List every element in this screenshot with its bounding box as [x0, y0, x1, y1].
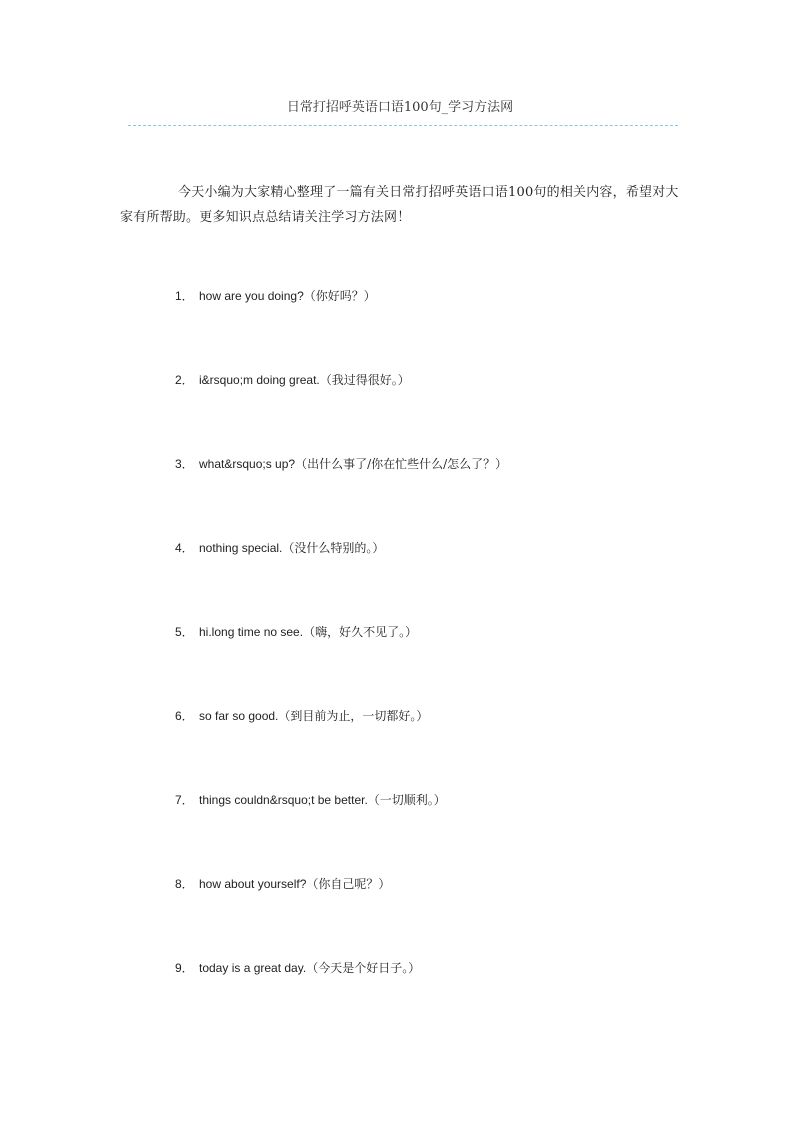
phrase-number: 3．: [175, 457, 194, 471]
phrase-chinese: （今天是个好日子。）: [306, 961, 421, 975]
phrase-english: today is a great day.: [199, 961, 307, 975]
phrase-english: hi.long time no see.: [199, 625, 304, 639]
phrase-number: 2．: [175, 373, 194, 387]
phrase-item: [175, 454, 695, 538]
intro-paragraph: 今天小编为大家精心整理了一篇有关日常打招呼英语口语100句的相关内容，希望对大家有所帮助。更多知识点总结请关注学习方法网！: [120, 185, 679, 225]
page-title: 日常打招呼英语口语100句_学习方法网: [286, 100, 514, 115]
phrase-english: nothing special.: [199, 541, 283, 555]
phrase-number: 9．: [175, 961, 194, 975]
phrase-chinese: （没什么特别的。）: [282, 541, 385, 555]
phrase-english: so far so good.: [199, 709, 279, 723]
phrase-item: [175, 370, 695, 454]
title-divider: [128, 125, 678, 126]
phrase-number: 8．: [175, 877, 194, 891]
phrase-english: how are you doing?: [199, 289, 304, 303]
phrase-list: [175, 286, 695, 1042]
phrase-item: [175, 286, 695, 370]
phrase-chinese: （到目前为止，一切都好。）: [278, 709, 429, 723]
phrase-english: how about yourself?: [199, 877, 307, 891]
phrase-chinese: （出什么事了/你在忙些什么/怎么了？）: [295, 457, 508, 471]
phrase-chinese: （你自己呢？）: [306, 877, 391, 891]
phrase-number: 5．: [175, 625, 194, 639]
phrase-item: [175, 874, 695, 958]
phrase-item: [175, 706, 695, 790]
phrase-chinese: （我过得很好。）: [319, 373, 410, 387]
phrase-english: things couldn&rsquo;t be better.: [199, 793, 368, 807]
phrase-item: [175, 538, 695, 622]
phrase-item: [175, 622, 695, 706]
phrase-english: what&rsquo;s up?: [199, 457, 296, 471]
phrase-chinese: （一切顺利。）: [367, 793, 446, 807]
phrase-item: [175, 958, 695, 1042]
phrase-english: i&rsquo;m doing great.: [199, 373, 320, 387]
phrase-item: [175, 790, 695, 874]
phrase-number: 7．: [175, 793, 194, 807]
phrase-chinese: （嗨，好久不见了。）: [303, 625, 418, 639]
phrase-number: 6．: [175, 709, 194, 723]
phrase-chinese: （你好吗？）: [303, 289, 376, 303]
phrase-number: 1．: [175, 289, 194, 303]
phrase-number: 4．: [175, 541, 194, 555]
